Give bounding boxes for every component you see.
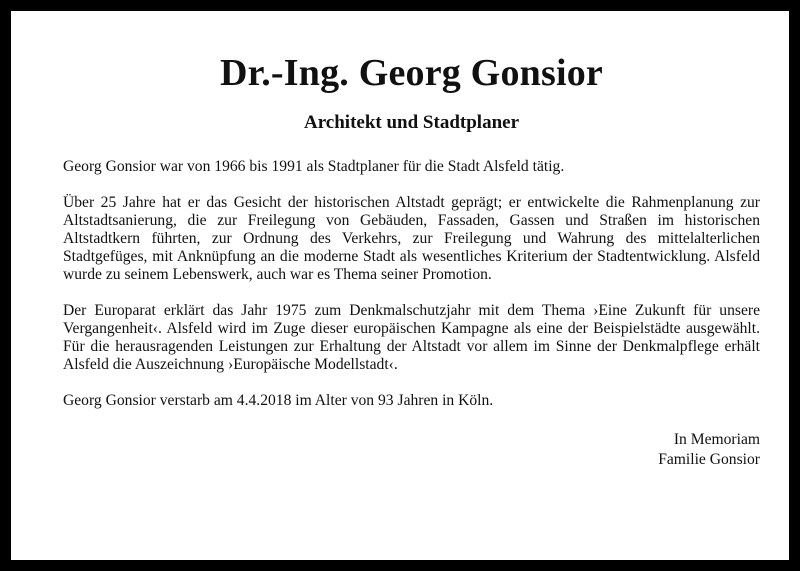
paragraph-tenure: Georg Gonsior war von 1966 bis 1991 als Stadtplaner für die Stadt Alsfeld tätig.: [63, 158, 565, 175]
signature-block: [63, 430, 760, 470]
family-signature: Familie Gonsior: [658, 451, 760, 468]
paragraph-work: Über 25 Jahre hat er das Gesicht der historischen Altstadt geprägt; er entwickelte die Rahmenplanung zur Altstadtsanierung, die zur Freilegung von Gebäuden, Fassaden, Gassen und Straßen im historischen Altstadtkern führten, zur Ordnung des Verkehrs, zur Freilegung und Wahrung des mittelalterlichen Stadtgefüges, mit Anknüpfung an die moderne Stadt als wesentliches Kriterium der Stadtentwicklung. Alsfeld wurde zu seinem Lebenswerk, auch war es Thema seiner Promotion.: [63, 194, 760, 283]
deceased-name: Dr.-Ing. Georg Gonsior: [220, 52, 603, 94]
notice-content: [63, 49, 760, 470]
deceased-profession: Architekt und Stadtplaner: [303, 112, 519, 133]
closing-text: In Memoriam: [673, 431, 760, 448]
paragraph-europarat: Der Europarat erklärt das Jahr 1975 zum Denkmalschutzjahr mit dem Thema ›Eine Zukunft für unsere Vergangenheit‹. Alsfeld wird im Zuge dieser europäischen Kampagne als eine der Beispielstädte ausgewählt. Für die herausragenden Leistungen zur Erhaltung der Altstadt vor allem im Sinne der Denkmalpflege erhält Alsfeld die Auszeichnung ›Europäische Modellstadt‹.: [63, 302, 760, 373]
paragraph-death: Georg Gonsior verstarb am 4.4.2018 im Alter von 93 Jahren in Köln.: [63, 392, 494, 409]
